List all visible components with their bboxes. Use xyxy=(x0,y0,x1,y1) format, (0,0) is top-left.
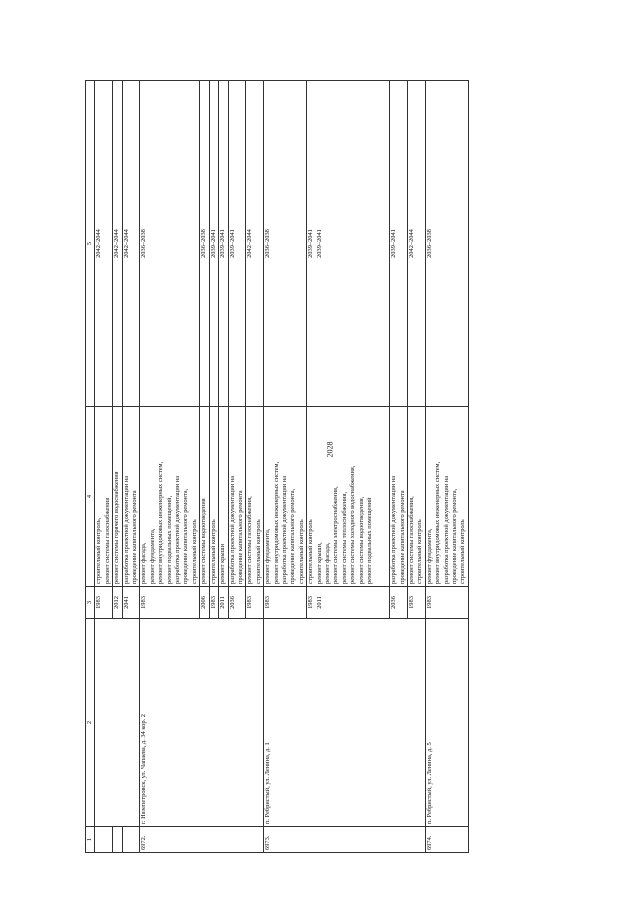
work-line: строительный контроль xyxy=(459,519,467,584)
cell-period: 2042–2044 xyxy=(407,81,425,407)
work-line: ремонт системы теплоснабжения, xyxy=(340,491,348,584)
work-line: ремонт системы холодного водоснабжения, xyxy=(349,465,357,584)
cell-year: 2006 xyxy=(200,587,209,619)
cell-period: 2036–2038 xyxy=(264,81,307,407)
cell-period: 2036–2038 xyxy=(200,81,209,407)
cell-address: г. Нязепетровск, ул. Чапаева, д. 34 кор. 2 xyxy=(140,619,264,827)
work-line: ремонт крыши xyxy=(219,543,227,584)
header-col-2: 2 xyxy=(86,619,95,827)
work-line: ремонт внутридомовых инженерных систем, xyxy=(157,461,165,584)
cell-number: 6973. xyxy=(264,827,426,853)
cell-year: 2036 xyxy=(390,587,408,619)
cell-work xyxy=(113,407,122,587)
rotated-table-wrapper xyxy=(85,81,604,853)
work-line: ремонт системы горячего водоснабжения xyxy=(113,471,121,584)
cell-work xyxy=(307,407,390,587)
work-line: проведение капитального ремонта xyxy=(398,490,406,584)
cell-address: п. Ребристый, ул. Ленина, д. 1 xyxy=(264,619,426,827)
work-line: разработка проектной документации на xyxy=(122,475,130,584)
cell-work xyxy=(228,407,246,587)
cell-number xyxy=(95,827,113,853)
work-line: ремонт фасада, xyxy=(140,542,148,584)
cell-year: 1983 xyxy=(425,587,468,619)
work-line: ремонт системы водоотведения, xyxy=(357,496,365,584)
cell-work xyxy=(264,407,307,587)
work-line: ремонт системы водоотведения xyxy=(200,498,208,584)
work-line: ремонт фундамента, xyxy=(148,528,156,584)
cell-year: 1983 2011 xyxy=(307,587,390,619)
cell-work xyxy=(390,407,408,587)
work-line: разработка проектной документации на xyxy=(174,475,182,584)
work-line: строительный контроль xyxy=(307,519,315,584)
work-line: строительный контроль, xyxy=(95,517,103,584)
header-row xyxy=(86,81,95,853)
cell-work xyxy=(122,407,140,587)
cell-year: 2012 xyxy=(113,587,122,619)
table-row xyxy=(140,81,200,853)
cell-work xyxy=(425,407,468,587)
work-line: разработка проектной документации на xyxy=(442,475,450,584)
work-line: ремонт системы электроснабжения, xyxy=(332,486,340,584)
table-row xyxy=(95,81,113,853)
cell-year: 2011 xyxy=(219,587,228,619)
cell-number xyxy=(113,827,122,853)
cell-work xyxy=(140,407,200,587)
header-col-4: 4 xyxy=(86,407,95,587)
cell-work xyxy=(95,407,113,587)
cell-period: 2039–2041 xyxy=(219,81,228,407)
work-line: строительный контроль xyxy=(254,519,262,584)
work-line: ремонт крыши, xyxy=(315,542,323,584)
work-line: ремонт подвальных помещений, xyxy=(165,495,173,584)
header-col-5: 5 xyxy=(86,81,95,407)
work-line: строительный контроль xyxy=(209,519,217,584)
cell-period: 2042–2044 xyxy=(95,81,113,407)
table-row xyxy=(425,81,468,853)
work-line: строительный контроль xyxy=(297,519,305,584)
cell-period: 2039–2041 xyxy=(390,81,408,407)
work-line: проведение капитального ремонта xyxy=(236,490,244,584)
cell-period: 2042–2044 xyxy=(122,81,140,407)
cell-period: 2036–2038 xyxy=(140,81,200,407)
cell-period: 2036–2038 xyxy=(425,81,468,407)
work-line: ремонт системы газоснабжения xyxy=(103,497,111,584)
work-line: ремонт внутридомовых инженерных систем, xyxy=(434,461,442,584)
cell-address xyxy=(95,619,140,827)
table-row xyxy=(264,81,307,853)
work-line: ремонт внутридомовых инженерных систем, xyxy=(272,461,280,584)
work-line: ремонт подвальных помещений xyxy=(366,497,373,584)
cell-address: п. Ребристый, ул. Ленина, д. 5 xyxy=(425,619,468,827)
cell-period: 2039–2041 xyxy=(209,81,218,407)
repair-schedule-table xyxy=(85,80,469,853)
work-line: разработка проектной документации на xyxy=(228,475,236,584)
work-line: строительный контроль xyxy=(190,519,198,584)
cell-work xyxy=(200,407,209,587)
cell-year: 1983 xyxy=(246,587,264,619)
work-line: проведение капитального ремонта, xyxy=(182,488,190,584)
cell-year: 1983 xyxy=(95,587,113,619)
page-number: 2028 xyxy=(325,441,335,458)
cell-year: 2036 xyxy=(228,587,246,619)
work-line: ремонт системы газоснабжения, xyxy=(407,496,415,584)
cell-work xyxy=(407,407,425,587)
cell-period: 2042–2044 xyxy=(246,81,264,407)
header-col-3: 3 xyxy=(86,587,95,619)
cell-work xyxy=(209,407,218,587)
work-line: проведение капитального ремонта, xyxy=(451,488,458,584)
cell-number: 6974. xyxy=(425,827,468,853)
header-col-1: 1 xyxy=(86,827,95,853)
cell-work xyxy=(246,407,264,587)
cell-year: 1983 xyxy=(209,587,218,619)
cell-number xyxy=(122,827,140,853)
cell-number: 6972. xyxy=(140,827,264,853)
work-line: проведение капитального ремонта xyxy=(131,490,139,584)
cell-year: 1983 xyxy=(407,587,425,619)
cell-period: 2039–2041 xyxy=(228,81,246,407)
work-line: ремонт системы газоснабжения, xyxy=(246,496,254,584)
work-line: ремонт фундамента, xyxy=(425,528,433,584)
work-line: разработка проектной документации на xyxy=(390,475,398,584)
cell-year: 1983 xyxy=(264,587,307,619)
work-line: разработка проектной документации на xyxy=(280,475,288,584)
cell-year: 2041 xyxy=(122,587,140,619)
work-line: ремонт фасада, xyxy=(323,542,331,584)
work-line: строительный контроль xyxy=(416,519,424,584)
cell-period: 2039–2041 2039–2041 xyxy=(307,81,390,407)
work-line: проведение капитального ремонта, xyxy=(289,488,297,584)
cell-work xyxy=(219,407,228,587)
work-line: ремонт фундамента, xyxy=(264,528,272,584)
cell-year: 1983 xyxy=(140,587,200,619)
cell-period: 2042–2044 xyxy=(113,81,122,407)
table-body xyxy=(95,81,468,853)
